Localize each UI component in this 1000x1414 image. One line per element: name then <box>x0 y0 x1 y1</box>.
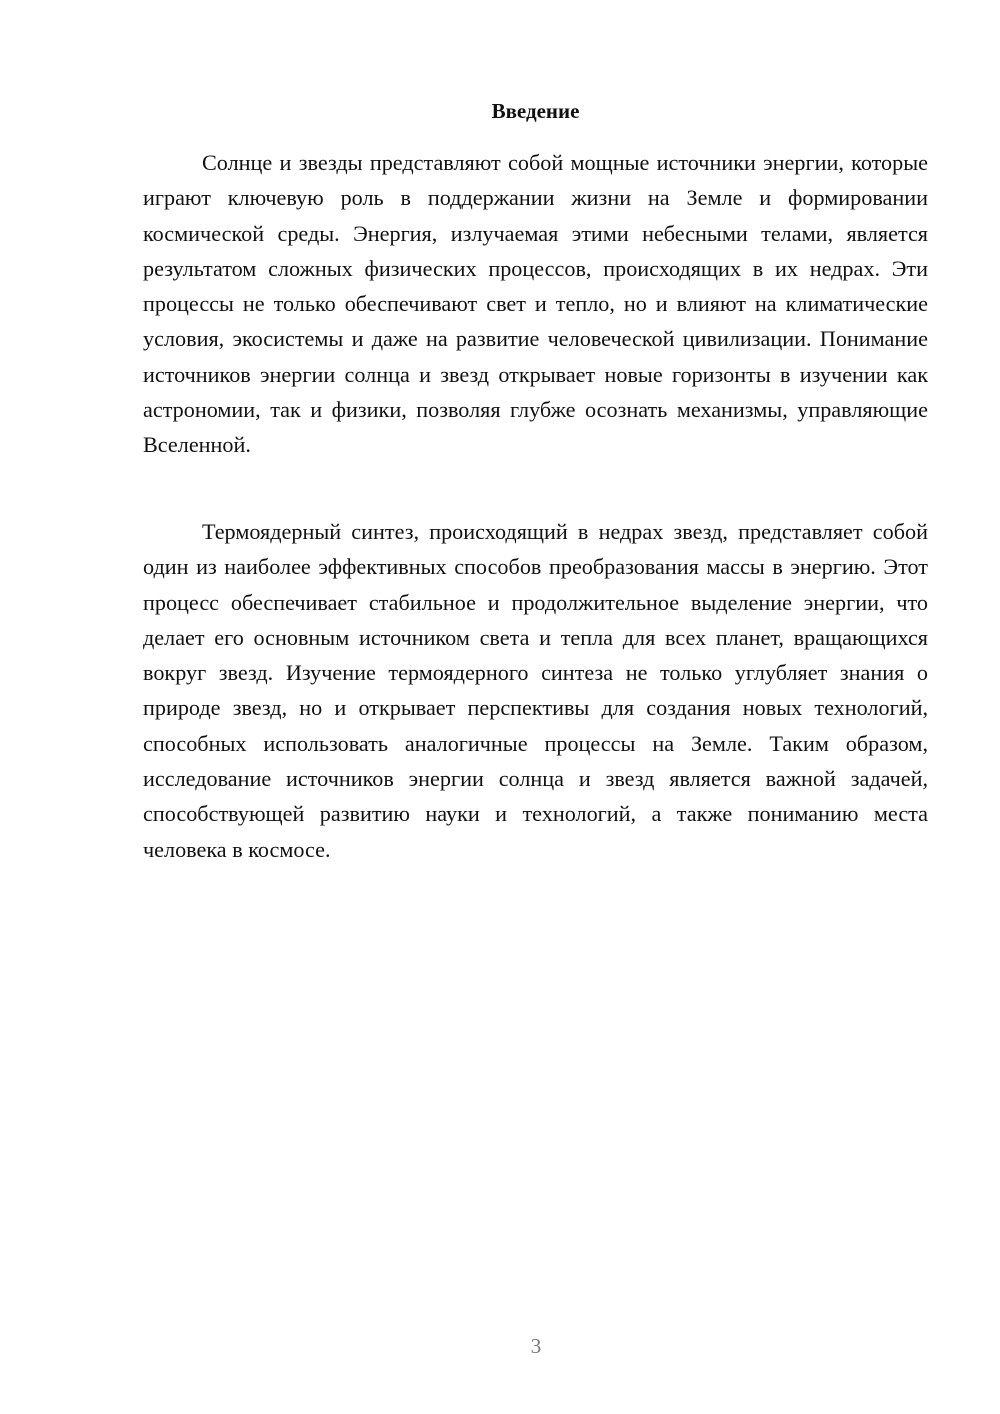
page-number: 3 <box>530 1334 542 1358</box>
paragraph-fusion: Термоядерный синтез, происходящий в недрах звезд, представляет собой один из наиболее эффективных способов преобразования массы в энергию. Этот процесс обеспечивает стабильное и продолжительное выделение энергии, что делает его основным источником света и тепла для всех планет, вращающихся вокруг звезд. Изучение термоядерного синтеза не только углубляет знания о природе звезд, но и открывает перспективы для создания новых технологий, способных использовать аналогичные процессы на Земле. Таким образом, исследование источников энергии солнца и звезд является важной задачей, способствующей развитию науки и технологий, а также пониманию места человека в космосе. <box>143 519 928 862</box>
section-heading: Введение <box>491 99 580 123</box>
paragraph-intro: Солнце и звезды представляют собой мощные источники энергии, которые играют ключевую роль в поддержании жизни на Земле и формировании космической среды. Энергия, излучаемая этими небесными телами, является результатом сложных физических процессов, происходящих в их недрах. Эти процессы не только обеспечивают свет и тепло, но и влияют на климатические условия, экосистемы и даже на развитие человеческой цивилизации. Понимание источников энергии солнца и звезд открывает новые горизонты в изучении как астрономии, так и физики, позволяя глубже осознать механизмы, управляющие Вселенной. <box>143 150 928 458</box>
